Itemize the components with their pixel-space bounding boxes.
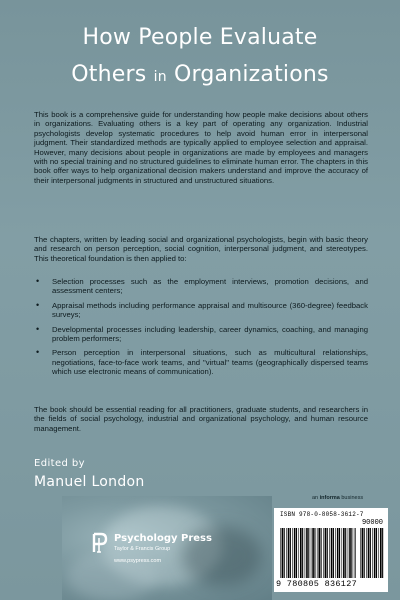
barcode-number: 9 780805 836127 <box>276 579 358 589</box>
description-paragraph-1: This book is a comprehensive guide for understanding how people make decisions about others in organizations. Evaluating others is a key part of operating any organization. Industrial psychologists develop systematic procedures to help avoid human error in interpersonal judgment. Their standardized methods are typically applied to employee selection and appraisal. However, many decisions about people in organizations are made by employees and managers with no special training and no structured guidelines to eliminate human error. The chapters in this book offer ways to help organizational decision makers understand and improve the accuracy of their interpersonal judgments in structured and unstructured situations. <box>34 110 368 185</box>
title-word-organizations: Organizations <box>174 62 329 87</box>
price-barcode-icon <box>360 528 384 578</box>
list-item: • Selection processes such as the employment interviews, promotion decisions, and assessment centers; <box>34 277 368 296</box>
psychology-press-logo-icon <box>90 532 110 554</box>
book-title-line-2 <box>0 62 400 87</box>
publisher-group: Taylor & Francis Group <box>114 546 171 552</box>
edited-by-label: Edited by <box>34 458 85 469</box>
informa-tagline <box>312 495 363 501</box>
title-word-others: Others <box>71 62 147 87</box>
barcode-panel <box>274 508 388 592</box>
price-code: 90000 <box>361 519 383 527</box>
applications-list <box>34 277 368 382</box>
editor-name: Manuel London <box>34 474 145 490</box>
list-item: • Person perception in interpersonal situations, such as multicultural relationships, negotiations, face-to-face work teams, and "virtual" teams (geographically dispersed teams which use electronic means of communication). <box>34 348 368 376</box>
list-item: • Developmental processes including leadership, career dynamics, coaching, and managing problem performers; <box>34 325 368 344</box>
description-paragraph-3: The book should be essential reading for all practitioners, graduate students, and researchers in the fields of social psychology, industrial and organizational psychology, and human resource management. <box>34 405 368 433</box>
title-word-in: in <box>153 69 167 85</box>
publisher-url: www.psypress.com <box>114 558 162 564</box>
isbn-text: ISBN 978-0-8058-3612-7 <box>280 511 364 518</box>
description-paragraph-2: The chapters, written by leading social and organizational psychologists, begin with basic theory and research on person perception, social cognition, interpersonal judgment, and stereotypes. This theoretical foundation is then applied to: <box>34 235 368 263</box>
ean-barcode-icon <box>280 528 356 578</box>
informa-prefix: an <box>312 495 319 501</box>
informa-suffix: business <box>341 495 364 501</box>
publisher-name: Psychology Press <box>114 533 212 544</box>
informa-brand: informa <box>319 495 340 501</box>
list-item: • Appraisal methods including performance appraisal and multisource (360-degree) feedback surveys; <box>34 301 368 320</box>
book-title-line-1: How People Evaluate <box>82 25 318 50</box>
